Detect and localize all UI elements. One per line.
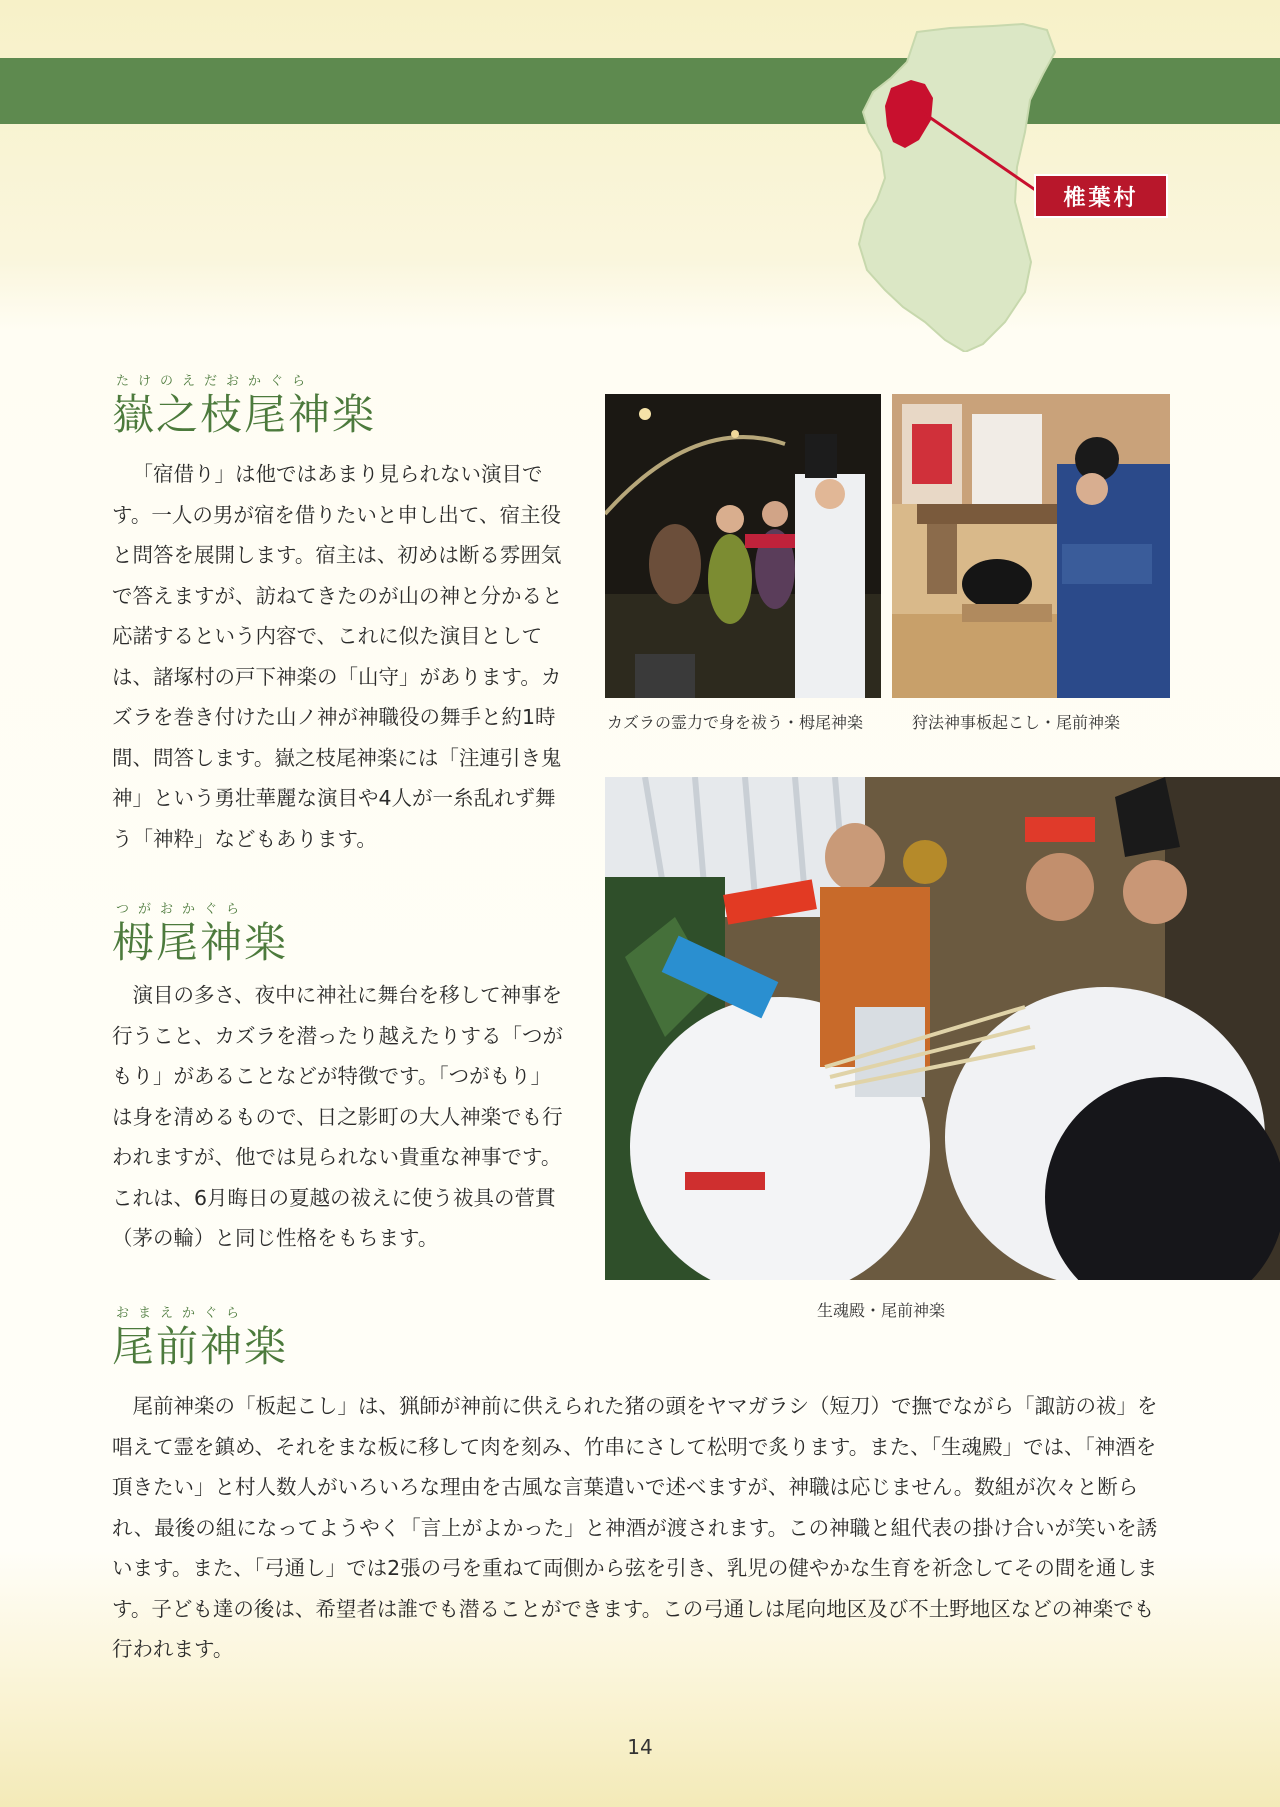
- heading-ruby: おまえかぐら: [116, 1306, 249, 1321]
- section-body-tsugao: 演目の多さ、夜中に神社に舞台を移して神事を行うこと、カズラを潜ったり越えたりする「つがもり」があることなどが特徴です。「つがもり」は身を清めるもので、日之影町の大人神楽でも行われますが、他では見られない貴重な神事です。これは、6月晦日の夏越の祓えに使う祓具の菅貫（茅の輪）と同じ性格をもちます。: [112, 983, 563, 1250]
- section-heading-omae: [112, 1306, 288, 1372]
- section-heading-takenoedao: [112, 374, 376, 440]
- photo-shokondono: [605, 777, 1280, 1280]
- page-number: 14: [627, 1735, 653, 1759]
- caption-photo-3: 生魂殿・尾前神楽: [817, 1301, 946, 1320]
- heading-title: 栂尾神楽: [112, 918, 289, 967]
- map-location-label: 椎葉村: [1034, 174, 1168, 218]
- photo-itaokoshi: [892, 394, 1170, 698]
- heading-title: 嶽之枝尾神楽: [112, 390, 377, 439]
- heading-ruby: たけのえだおかぐら: [116, 374, 315, 389]
- header-band: [0, 58, 1280, 124]
- caption-photo-1: カズラの霊力で身を祓う・栂尾神楽: [607, 713, 864, 732]
- heading-title: 尾前神楽: [112, 1322, 289, 1371]
- section-heading-tsugao: [112, 902, 288, 968]
- heading-ruby: つがおかぐら: [116, 902, 249, 917]
- section-body-takenoedao: 「宿借り」は他ではあまり見られない演目です。一人の男が宿を借りたいと申し出て、宿主役と問答を展開します。宿主は、初めは断る雰囲気で答えますが、訪ねてきたのが山の神と分かると応諾するという内容で、これに似た演目としては、諸塚村の戸下神楽の「山守」があります。カズラを巻き付けた山ノ神が神職役の舞手と約1時間、問答します。嶽之枝尾神楽には「注連引き鬼神」という勇壮華麗な演目や4人が一糸乱れず舞う「神粋」などもあります。: [112, 462, 563, 851]
- section-body-omae: 尾前神楽の「板起こし」は、猟師が神前に供えられた猪の頭をヤマガラシ（短刀）で撫でながら「諏訪の祓」を唱えて霊を鎮め、それをまな板に移して肉を刻み、竹串にさして松明で炙ります。また、「生魂殿」では、「神酒を頂きたい」と村人数人がいろいろな理由を古風な言葉遣いで述べますが、神職は応じません。数組が次々と断られ、最後の組になってようやく「言上がよかった」と神酒が渡されます。この神職と組代表の掛け合いが笑いを誘います。また、「弓通し」では2張の弓を重ねて両側から弦を引き、乳児の健やかな生育を祈念してその間を通します。子ども達の後は、希望者は誰でも潜ることができます。この弓通しは尾向地区及び不土野地区などの神楽でも行われます。: [112, 1394, 1158, 1661]
- photo-kazura-purification: [605, 394, 881, 698]
- caption-photo-2: 狩法神事板起こし・尾前神楽: [912, 713, 1121, 732]
